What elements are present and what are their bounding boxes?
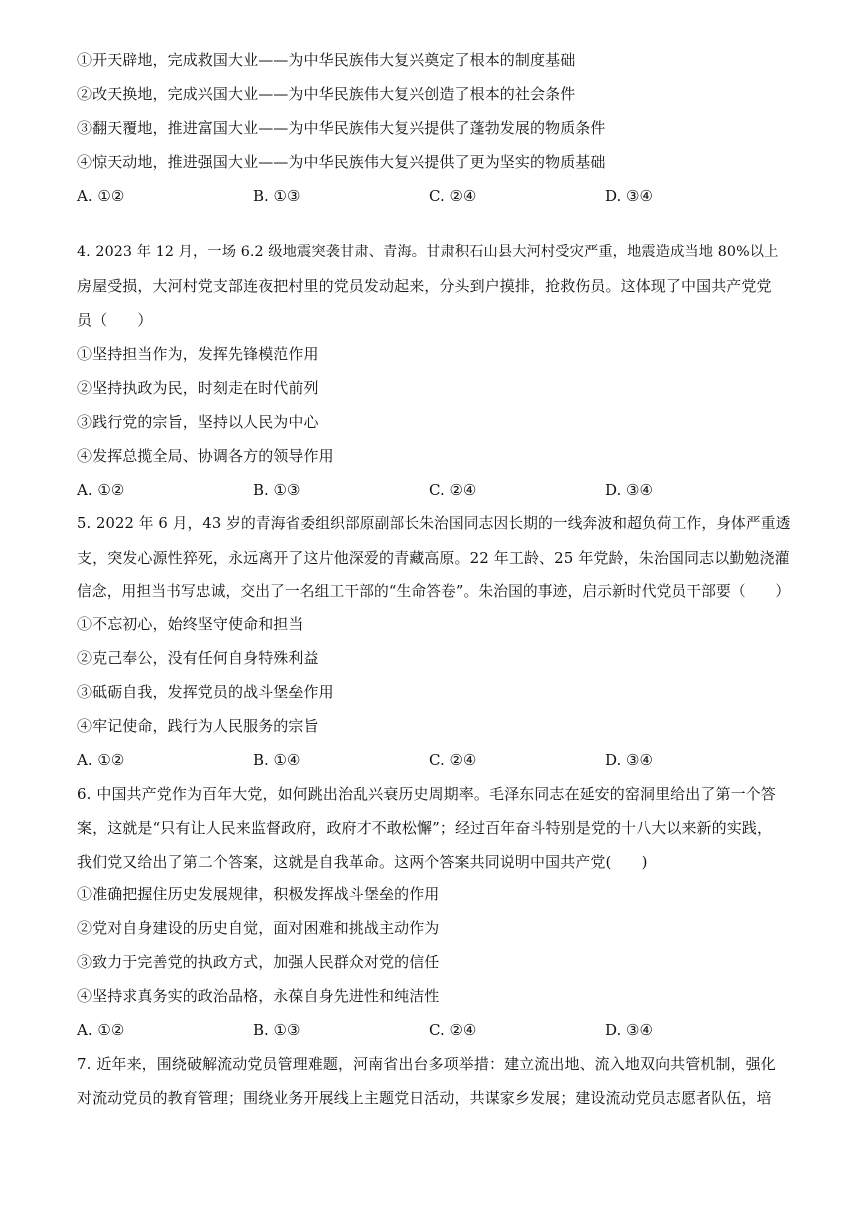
q5-stem-line-2: 支，突发心源性猝死，永远离开了这片他深爱的青藏高原。22 年工龄、25 年党龄，朱治国同志以勤勉浇灌: [77, 549, 790, 567]
q5-stem-line-1: 5. 2022 年 6 月，43 岁的青海省委组织部原副部长朱治国同志因长期的一线奔波和超负荷工作，身体严重透: [77, 515, 791, 532]
q4-choice-c: C. ②④: [429, 481, 477, 499]
q5-choice-d: D. ③④: [605, 751, 653, 769]
q3-choice-d: D. ③④: [605, 187, 653, 205]
q4-option-1: ①坚持担当作为，发挥先锋模范作用: [77, 345, 319, 363]
q5-choice-b: B. ①④: [253, 751, 301, 769]
q4-choice-a: A. ①②: [77, 481, 125, 499]
q6-stem-line-1: 6. 中国共产党作为百年大党，如何跳出治乱兴衰历史周期率。毛泽东同志在延安的窑洞里给出了第一个答: [77, 785, 776, 803]
q4-stem-line-3: 员（ ）: [77, 311, 153, 329]
q5-stem-line-3: 信念，用担当书写忠诚，交出了一名组工干部的“生命答卷”。朱治国的事迹，启示新时代党员干部要（ ）: [77, 583, 791, 600]
q4-stem-line-1: 4. 2023 年 12 月，一场 6.2 级地震突袭甘肃、青海。甘肃积石山县大河村受灾严重，地震造成当地 80%以上: [77, 244, 779, 260]
q5-option-2: ②克己奉公，没有任何自身特殊利益: [77, 649, 319, 667]
q6-choice-b: B. ①③: [253, 1021, 301, 1039]
q5-choice-a: A. ①②: [77, 751, 125, 769]
q4-option-4: ④发挥总揽全局、协调各方的领导作用: [77, 447, 334, 465]
q4-option-2: ②坚持执政为民，时刻走在时代前列: [77, 379, 319, 397]
q6-stem-line-3: 我们党又给出了第二个答案，这就是自我革命。这两个答案共同说明中国共产党( ): [77, 853, 648, 871]
q6-choice-d: D. ③④: [605, 1021, 653, 1039]
q6-choice-c: C. ②④: [429, 1021, 477, 1039]
q6-option-2: ②党对自身建设的历史自觉，面对困难和挑战主动作为: [77, 919, 440, 937]
q5-option-3: ③砥砺自我，发挥党员的战斗堡垒作用: [77, 683, 334, 701]
q6-stem-line-2: 案，这就是“只有让人民来监督政府，政府才不敢松懈”；经过百年奋斗特别是党的十八大以来新的实践，: [77, 819, 773, 837]
q3-choice-b: B. ①③: [253, 187, 301, 205]
q6-option-1: ①准确把握住历史发展规律，积极发挥战斗堡垒的作用: [77, 885, 440, 903]
q3-option-3: ③翻天覆地，推进富国大业——为中华民族伟大复兴提供了蓬勃发展的物质条件: [77, 119, 606, 137]
q6-choice-a: A. ①②: [77, 1021, 125, 1039]
q4-choice-b: B. ①③: [253, 481, 301, 499]
q4-choice-d: D. ③④: [605, 481, 653, 499]
q7-stem-line-1: 7. 近年来，围绕破解流动党员管理难题，河南省出台多项举措：建立流出地、流入地双向共管机制，强化: [77, 1055, 776, 1073]
q5-choice-c: C. ②④: [429, 751, 477, 769]
q4-stem-line-2: 房屋受损，大河村党支部连夜把村里的党员发动起来，分头到户摸排，抢救伤员。这体现了中国共产党党: [77, 277, 772, 295]
q3-choice-a: A. ①②: [77, 187, 125, 205]
q4-option-3: ③践行党的宗旨，坚持以人民为中心: [77, 413, 319, 431]
q5-option-1: ①不忘初心，始终坚守使命和担当: [77, 615, 304, 633]
q6-option-3: ③致力于完善党的执政方式，加强人民群众对党的信任: [77, 953, 440, 971]
q3-option-4: ④惊天动地，推进强国大业——为中华民族伟大复兴提供了更为坚实的物质基础: [77, 153, 606, 171]
q3-option-2: ②改天换地，完成兴国大业——为中华民族伟大复兴创造了根本的社会条件: [77, 85, 576, 103]
q3-choice-c: C. ②④: [429, 187, 477, 205]
q5-option-4: ④牢记使命，践行为人民服务的宗旨: [77, 717, 319, 735]
q6-option-4: ④坚持求真务实的政治品格，永葆自身先进性和纯洁性: [77, 987, 440, 1005]
q3-option-1: ①开天辟地，完成救国大业——为中华民族伟大复兴奠定了根本的制度基础: [77, 51, 576, 69]
q7-stem-line-2: 对流动党员的教育管理；围绕业务开展线上主题党日活动，共谋家乡发展；建设流动党员志愿者队伍，培: [77, 1089, 772, 1107]
